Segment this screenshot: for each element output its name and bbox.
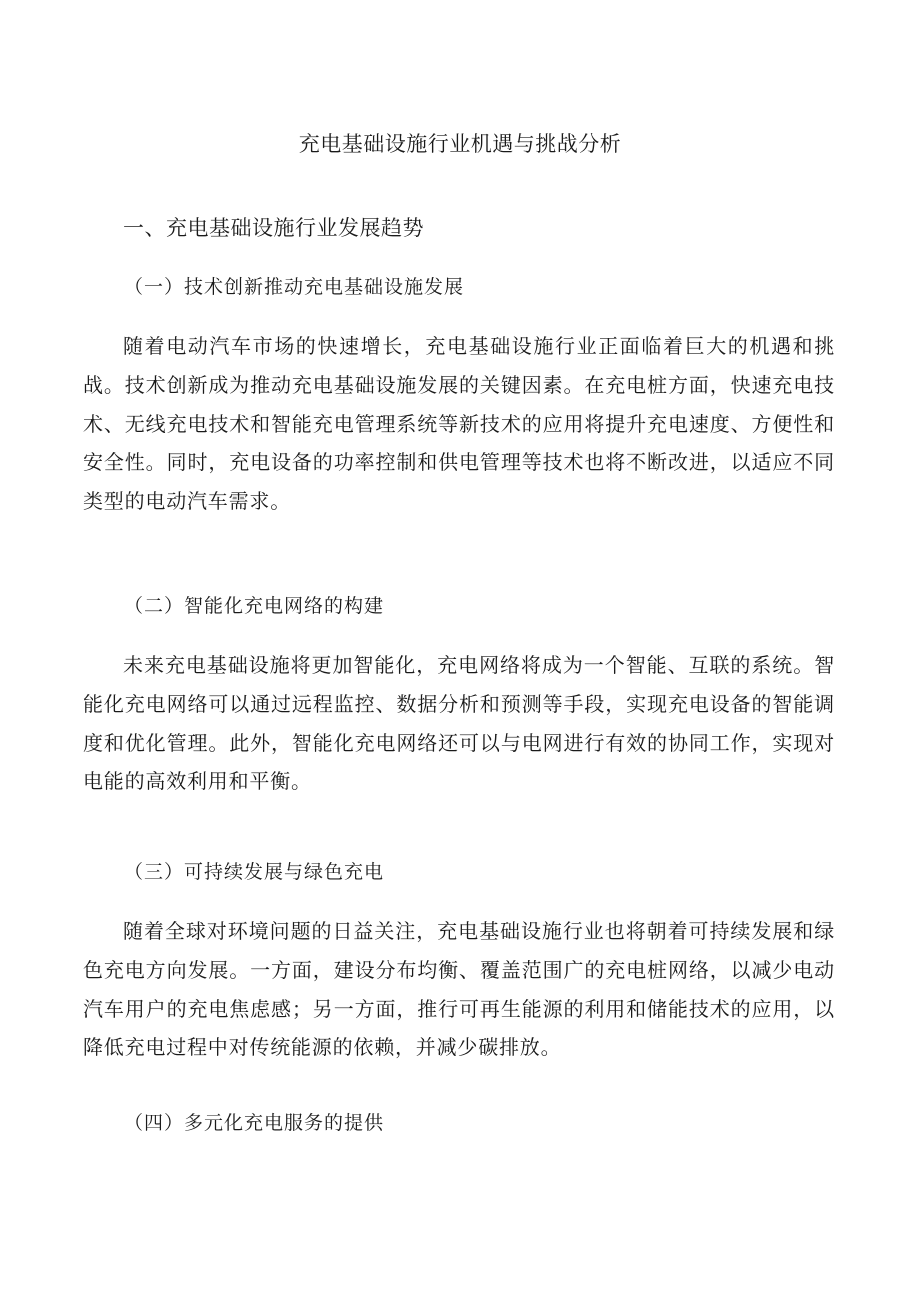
paragraph-1: 随着电动汽车市场的快速增长，充电基础设施行业正面临着巨大的机遇和挑战。技术创新成为推动充电基础设施发展的关键因素。在充电桩方面，快速充电技术、无线充电技术和智能充电管理系统等新技术的应用将提升充电速度、方便性和安全性。同时，充电设备的功率控制和供电管理等技术也将不断改进，以适应不同类型的电动汽车需求。 — [83, 334, 835, 514]
paragraph-3: 随着全球对环境问题的日益关注，充电基础设施行业也将朝着可持续发展和绿色充电方向发展。一方面，建设分布均衡、覆盖范围广的充电桩网络，以减少电动汽车用户的充电焦虑感；另一方面，推行可再生能源的利用和储能技术的应用，以降低充电过程中对传统能源的依赖，并减少碳排放。 — [83, 919, 835, 1060]
subsection-heading-2: （二）智能化充电网络的构建 — [124, 595, 385, 617]
section-heading: 一、充电基础设施行业发展趋势 — [123, 216, 424, 240]
paragraph-2: 未来充电基础设施将更加智能化，充电网络将成为一个智能、互联的系统。智能化充电网络可以通过远程监控、数据分析和预测等手段，实现充电设备的智能调度和优化管理。此外，智能化充电网络还可以与电网进行有效的协同工作，实现对电能的高效利用和平衡。 — [83, 653, 835, 794]
subsection-heading-1: （一）技术创新推动充电基础设施发展 — [124, 276, 465, 298]
subsection-heading-3: （三）可持续发展与绿色充电 — [124, 861, 385, 883]
document-title: 充电基础设施行业机遇与挑战分析 — [298, 132, 622, 156]
subsection-heading-4: （四）多元化充电服务的提供 — [124, 1112, 385, 1134]
